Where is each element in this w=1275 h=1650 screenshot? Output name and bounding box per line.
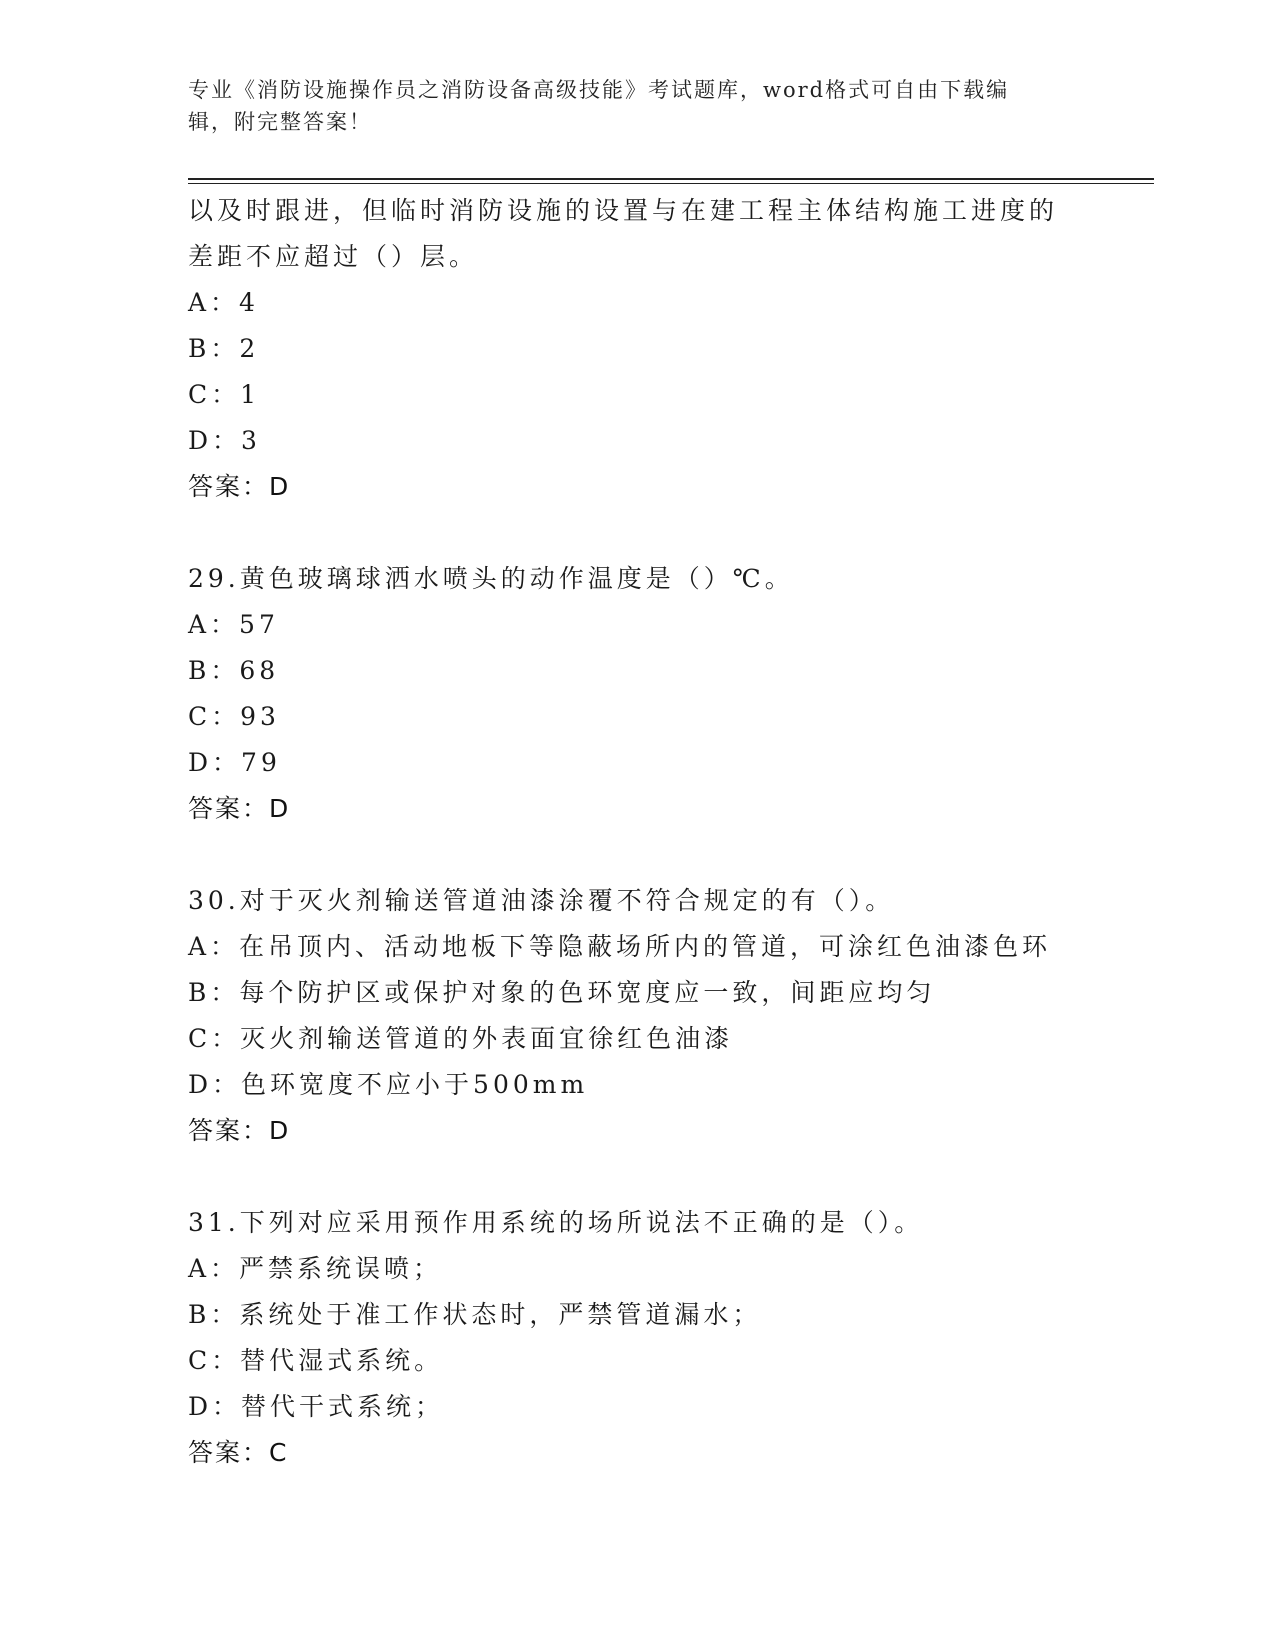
option-c: C：93 bbox=[188, 702, 280, 731]
question-stem: 29.黄色玻璃球洒水喷头的动作温度是（）℃。 bbox=[188, 564, 794, 593]
header-divider-thick bbox=[188, 178, 1154, 180]
question-block-30 bbox=[188, 878, 1088, 1154]
question-block-31 bbox=[188, 1200, 1088, 1476]
option-d: D：替代干式系统； bbox=[188, 1392, 445, 1421]
spacer bbox=[188, 510, 1088, 556]
question-stem-line: 差距不应超过（）层。 bbox=[188, 242, 479, 271]
answer-line: 答案：D bbox=[188, 472, 291, 501]
option-a: A：57 bbox=[188, 610, 279, 639]
answer-line: 答案：D bbox=[188, 794, 291, 823]
option-b: B：2 bbox=[188, 334, 260, 363]
question-stem: 31.下列对应采用预作用系统的场所说法不正确的是（）。 bbox=[188, 1208, 924, 1237]
option-b: B：68 bbox=[188, 656, 280, 685]
option-d: D：色环宽度不应小于500mm bbox=[188, 1070, 589, 1099]
option-d: D：79 bbox=[188, 748, 281, 777]
option-c: C：灭火剂输送管道的外表面宜徐红色油漆 bbox=[188, 1024, 734, 1053]
option-a: A：在吊顶内、活动地板下等隐蔽场所内的管道，可涂红色油漆色环 bbox=[188, 932, 1052, 961]
option-c: C：替代湿式系统。 bbox=[188, 1346, 444, 1375]
question-block-29 bbox=[188, 556, 1088, 832]
header-divider-thin bbox=[188, 183, 1154, 184]
option-b: B：每个防护区或保护对象的色环宽度应一致，间距应均匀 bbox=[188, 978, 936, 1007]
document-header bbox=[188, 74, 1088, 138]
option-a: A：严禁系统误喷； bbox=[188, 1254, 443, 1283]
answer-line: 答案：C bbox=[188, 1438, 289, 1467]
answer-line: 答案：D bbox=[188, 1116, 291, 1145]
option-d: D：3 bbox=[188, 426, 261, 455]
option-a: A：4 bbox=[188, 288, 259, 317]
option-c: C：1 bbox=[188, 380, 261, 409]
question-stem: 30.对于灭火剂输送管道油漆涂覆不符合规定的有（）。 bbox=[188, 886, 895, 915]
question-stem-line: 以及时跟进，但临时消防设施的设置与在建工程主体结构施工进度的 bbox=[188, 196, 1059, 225]
spacer bbox=[188, 1154, 1088, 1200]
question-content bbox=[188, 188, 1088, 1476]
header-line-1: 专业《消防设施操作员之消防设备高级技能》考试题库，word格式可自由下载编 bbox=[188, 78, 1010, 102]
option-b: B：系统处于准工作状态时，严禁管道漏水； bbox=[188, 1300, 762, 1329]
question-block-28-continued bbox=[188, 188, 1088, 510]
spacer bbox=[188, 832, 1088, 878]
header-line-2: 辑，附完整答案！ bbox=[188, 110, 372, 134]
